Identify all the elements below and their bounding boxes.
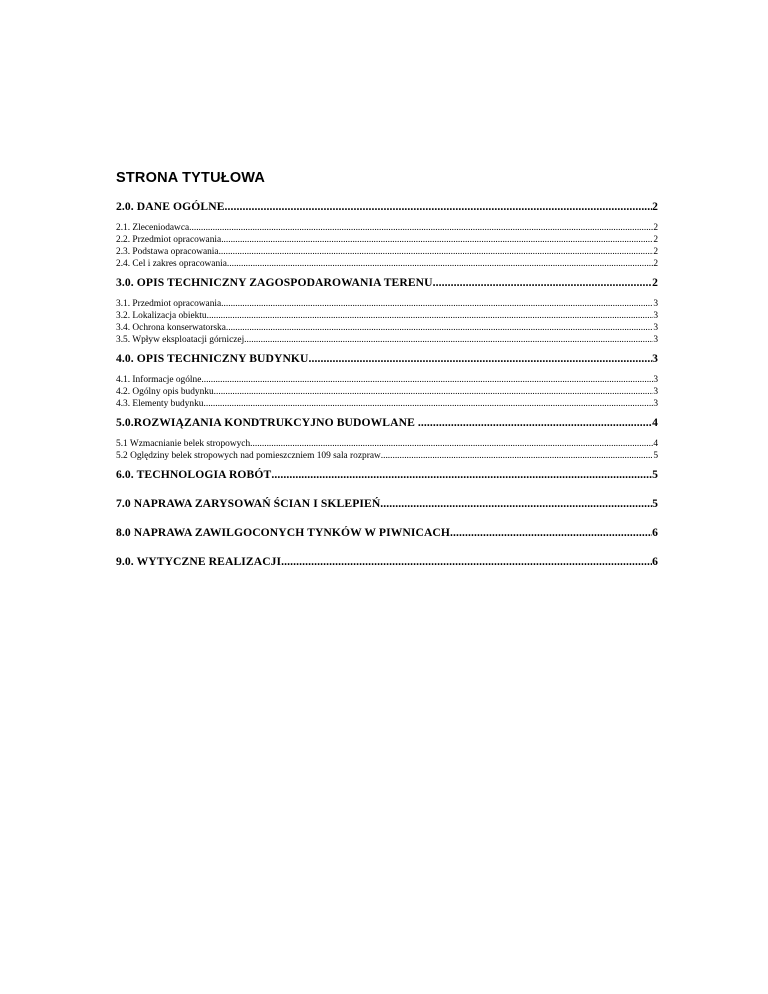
toc-leader <box>221 234 653 246</box>
toc-entry-page: 3 <box>653 299 658 309</box>
toc-subentry[interactable] <box>116 246 658 258</box>
toc-entry-label: 5.2 Oględziny belek stropowych nad pomieszczniem 109 sala rozpraw <box>116 451 381 461</box>
toc-entry[interactable] <box>116 526 658 540</box>
toc-subentry[interactable] <box>116 374 658 386</box>
toc-entry-label: 2.4. Cel i zakres opracowania <box>116 259 227 269</box>
toc-entry-label: 2.3. Podstawa opracowania <box>116 247 219 257</box>
toc-leader <box>309 352 653 366</box>
table-of-contents <box>116 200 658 569</box>
toc-leader <box>209 310 653 322</box>
toc-leader <box>450 526 652 540</box>
toc-leader <box>214 386 654 398</box>
toc-entry-label: 6.0. TECHNOLOGIA ROBÓT <box>116 468 272 481</box>
toc-subentry[interactable] <box>116 386 658 398</box>
toc-entry[interactable] <box>116 555 658 569</box>
toc-entry[interactable] <box>116 352 658 366</box>
toc-entry-label: 3.4. Ochrona konserwatorska. <box>116 323 229 333</box>
toc-entry-page: 2 <box>653 259 658 269</box>
toc-entry-label: 2.1. Zleceniodawca <box>116 223 190 233</box>
toc-entry-label: 8.0 NAPRAWA ZAWILGOCONYCH TYNKÓW W PIWNICACH <box>116 526 451 539</box>
toc-entry-page: 6 <box>652 555 658 568</box>
toc-subentry[interactable] <box>116 334 658 346</box>
toc-subentry[interactable] <box>116 298 658 310</box>
toc-entry-page: 3 <box>653 399 658 409</box>
toc-subentry[interactable] <box>116 450 658 462</box>
toc-entry-label: 2.0. DANE OGÓLNE <box>116 200 225 213</box>
toc-leader <box>225 200 653 214</box>
toc-subentry[interactable] <box>116 222 658 234</box>
toc-leader <box>204 374 654 386</box>
toc-subentry[interactable] <box>116 438 658 450</box>
toc-entry-page: 3 <box>653 335 658 345</box>
toc-entry-page: 6 <box>652 526 658 539</box>
toc-entry-page: 2 <box>653 247 658 257</box>
toc-entry-label: 3.1. Przedmiot opracowania. <box>116 299 224 309</box>
toc-entry[interactable] <box>116 276 658 290</box>
toc-entry-label: 7.0 NAPRAWA ZARYSOWAŃ ŚCIAN I SKLEPIEŃ <box>116 497 381 510</box>
toc-entry-page: 3 <box>653 323 658 333</box>
toc-entry-page: 2 <box>653 235 658 245</box>
toc-entry-page: 3 <box>653 387 658 397</box>
toc-entry-page: 2 <box>653 223 658 233</box>
toc-entry-page: 5 <box>652 468 658 481</box>
toc-entry-page: 2 <box>652 276 658 289</box>
toc-leader <box>227 258 653 270</box>
toc-leader <box>247 334 654 346</box>
toc-entry-label: 5.1 Wzmacnianie belek stropowych <box>116 439 251 449</box>
toc-leader <box>228 322 653 334</box>
toc-subentry[interactable] <box>116 258 658 270</box>
toc-entry-label: 3.0. OPIS TECHNICZNY ZAGOSPODAROWANIA TERENU. <box>116 276 436 289</box>
toc-entry-label: 2.2. Przedmiot opracowania <box>116 235 222 245</box>
toc-subentry[interactable] <box>116 398 658 410</box>
toc-subentry[interactable] <box>116 310 658 322</box>
toc-leader <box>380 497 652 511</box>
toc-leader <box>436 276 652 290</box>
toc-subentry[interactable] <box>116 322 658 334</box>
toc-leader <box>381 450 654 462</box>
toc-entry-label: 3.5. Wpływ eksploatacji górniczej. <box>116 335 247 345</box>
toc-entry-label: 3.2. Lokalizacja obiektu. <box>116 311 209 321</box>
toc-entry[interactable] <box>116 497 658 511</box>
toc-entry-page: 3 <box>653 375 658 385</box>
toc-entry-label: 5.0.ROZWIĄZANIA KONDTRUKCYJNO BUDOWLANE . <box>116 416 421 429</box>
toc-entry-label: 4.3. Elementy budynku. <box>116 399 206 409</box>
toc-entry-page: 3 <box>653 311 658 321</box>
toc-entry-page: 2 <box>652 200 658 213</box>
toc-leader <box>206 398 653 410</box>
toc-entry-label: 4.2. Ogólny opis budynku <box>116 387 214 397</box>
toc-leader <box>250 438 653 450</box>
toc-entry-page: 4 <box>652 416 658 429</box>
toc-entry[interactable] <box>116 416 658 430</box>
toc-entry-page: 5 <box>653 451 658 461</box>
toc-entry-label: 4.1. Informacje ogólne. <box>116 375 204 385</box>
toc-entry-label: 9.0. WYTYCZNE REALIZACJI <box>116 555 282 568</box>
toc-entry[interactable] <box>116 200 658 214</box>
toc-leader <box>219 246 654 258</box>
toc-leader <box>421 416 652 430</box>
toc-entry-page: 3 <box>652 352 658 365</box>
toc-leader <box>281 555 652 569</box>
toc-entry[interactable] <box>116 468 658 482</box>
toc-leader <box>224 298 654 310</box>
page-title: STRONA TYTUŁOWA <box>116 170 266 186</box>
toc-leader <box>271 468 652 482</box>
toc-leader <box>189 222 653 234</box>
toc-entry-label: 4.0. OPIS TECHNICZNY BUDYNKU <box>116 352 309 365</box>
toc-entry-page: 4 <box>653 439 658 449</box>
toc-subentry[interactable] <box>116 234 658 246</box>
toc-entry-page: 5 <box>652 497 658 510</box>
